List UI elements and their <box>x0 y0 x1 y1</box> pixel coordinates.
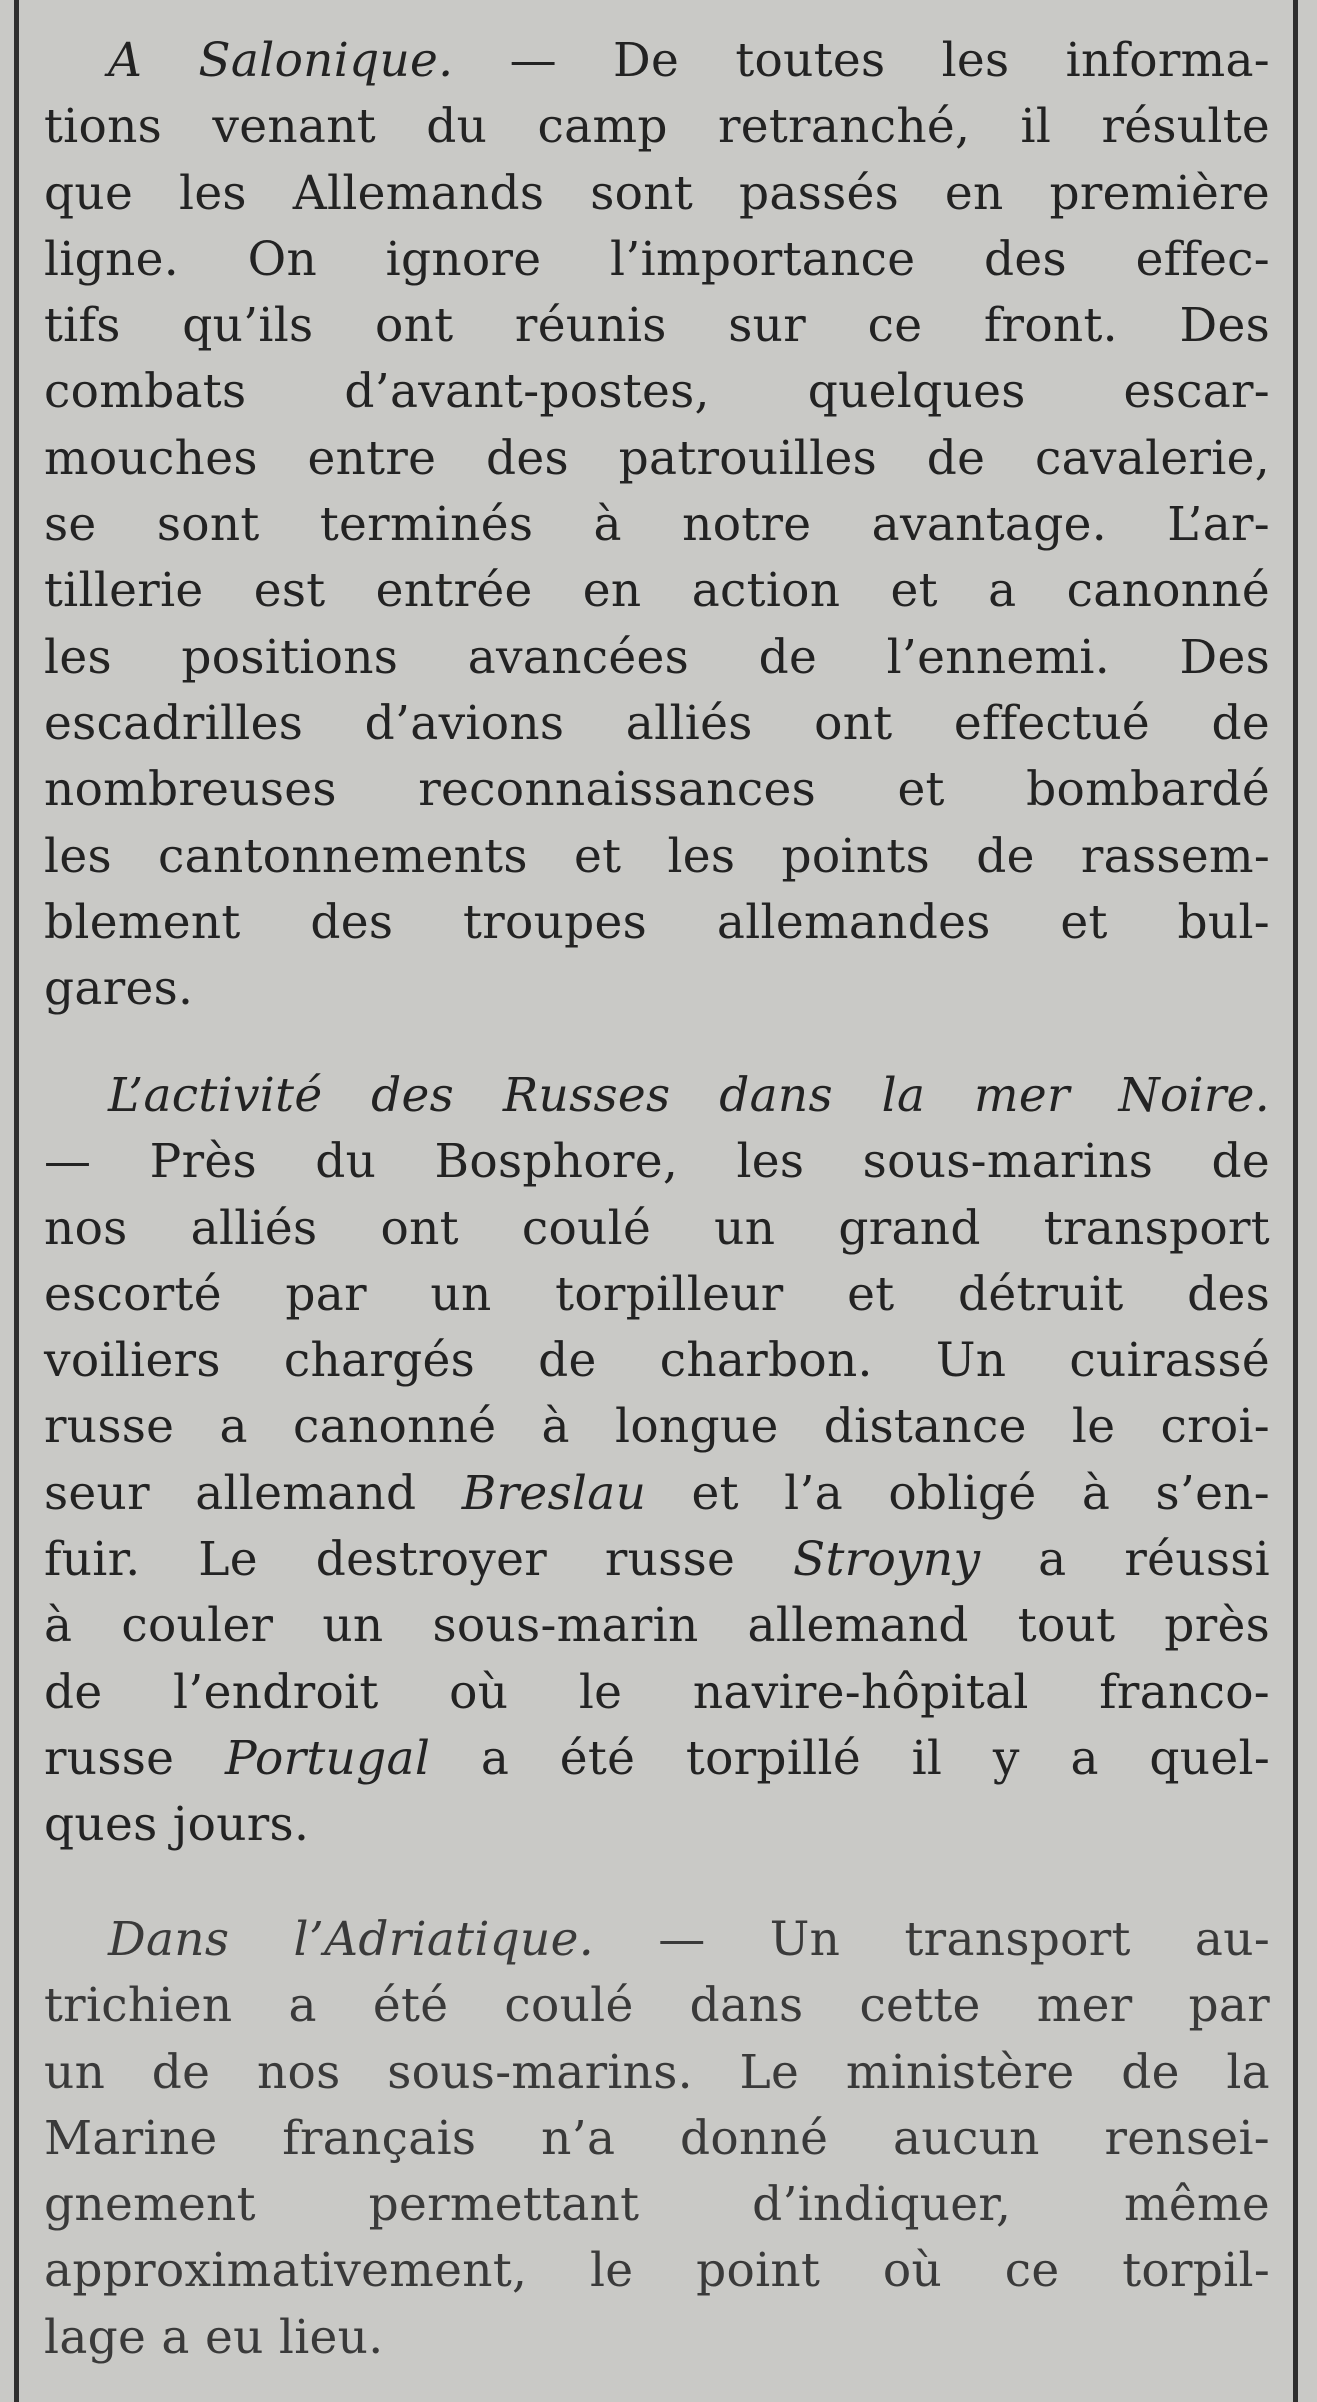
section-heading: A Salonique. <box>108 33 454 88</box>
text-line: approximativement, le point où ce torpil- <box>44 2243 1270 2299</box>
paragraph-adriatique <box>44 1907 1270 2371</box>
text-line: les positions avancées de l’ennemi. Des <box>44 629 1270 685</box>
text-line: Marine français n’a donné aucun rensei- <box>44 2110 1270 2166</box>
text-run: seur allemand <box>44 1465 462 1521</box>
text-line <box>44 1461 1270 1527</box>
text-line: gnement permettant d’indiquer, même <box>44 2177 1270 2233</box>
text-run: — Un transport au- <box>593 1912 1270 1967</box>
text-line: ligne. On ignore l’importance des effec- <box>44 231 1270 287</box>
text-line <box>44 28 1270 94</box>
text-line: que les Allemands sont passés en première <box>44 165 1270 221</box>
text-line: les cantonnements et les points de rassem- <box>44 828 1270 884</box>
section-heading: Dans l’Adriatique. <box>108 1912 594 1967</box>
text-line: escadrilles d’avions alliés ont effectué de <box>44 695 1270 751</box>
text-line: un de nos sous-marins. Le ministère de la <box>44 2044 1270 2100</box>
ship-name-portugal: Portugal <box>224 1730 431 1786</box>
text-line: à couler un sous-marin allemand tout près <box>44 1598 1270 1654</box>
text-run: fuir. Le destroyer russe <box>44 1532 793 1588</box>
text-run: a réussi <box>980 1532 1270 1588</box>
text-line <box>44 1726 1270 1792</box>
column-rule-left <box>14 0 19 2402</box>
text-run: a été torpillé il y a quel- <box>430 1730 1271 1786</box>
text-line: tifs qu’ils ont réunis sur ce front. Des <box>44 298 1270 354</box>
paragraph-salonique <box>44 28 1270 1022</box>
text-line <box>44 1063 1270 1129</box>
text-run: — De toutes les informa- <box>453 33 1270 88</box>
text-line: trichien a été coulé dans cette mer par <box>44 1978 1270 2034</box>
text-line: se sont terminés à notre avantage. L’ar- <box>44 497 1270 553</box>
paragraph-mer-noire <box>44 1063 1270 1859</box>
column-rule-right <box>1293 0 1298 2402</box>
text-line: voiliers chargés de charbon. Un cuirassé <box>44 1333 1270 1389</box>
ship-name-breslau: Breslau <box>461 1465 647 1521</box>
text-line: de l’endroit où le navire-hôpital franco- <box>44 1664 1270 1720</box>
text-line: russe a canonné à longue distance le croi- <box>44 1399 1270 1455</box>
text-line: nombreuses reconnaissances et bombardé <box>44 762 1270 818</box>
text-line: tions venant du camp retranché, il résulte <box>44 99 1270 155</box>
text-line: tillerie est entrée en action et a canonné <box>44 563 1270 619</box>
text-line: mouches entre des patrouilles de cavalerie, <box>44 430 1270 486</box>
text-run: et l’a obligé à s’en- <box>646 1465 1270 1521</box>
ship-name-stroyny: Stroyny <box>793 1532 981 1588</box>
text-line <box>44 1907 1270 1973</box>
text-line: ques jours. <box>44 1797 310 1853</box>
text-line: lage a eu lieu. <box>44 2309 384 2365</box>
text-line: gares. <box>44 961 194 1017</box>
text-line: combats d’avant-postes, quelques escar- <box>44 364 1270 420</box>
text-line: blement des troupes allemandes et bul- <box>44 894 1270 950</box>
text-line <box>44 1527 1270 1593</box>
text-line: — Près du Bosphore, les sous-marins de <box>44 1134 1270 1190</box>
section-heading: L’activité des Russes dans la mer Noire. <box>108 1068 1270 1123</box>
text-line: nos alliés ont coulé un grand transport <box>44 1200 1270 1256</box>
text-run: russe <box>44 1730 225 1786</box>
text-line: escorté par un torpilleur et détruit des <box>44 1266 1270 1322</box>
